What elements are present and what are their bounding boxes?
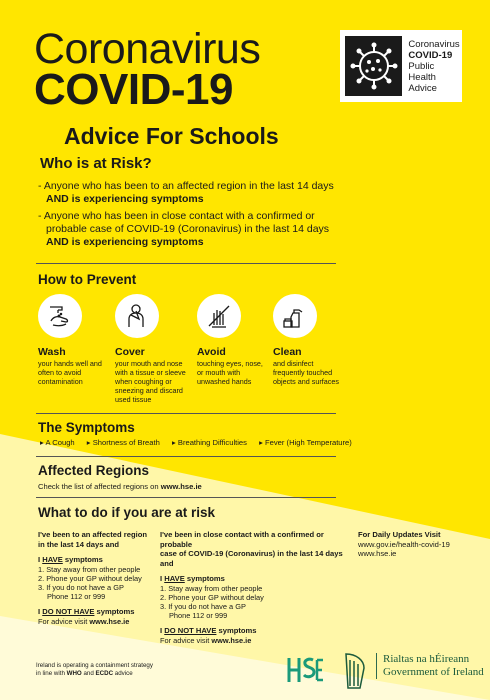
prevent-item-cover bbox=[115, 294, 187, 404]
risk-item-2-line2: probable case of COVID-19 (Coronavirus) in the last 14 days bbox=[46, 223, 330, 235]
daily-heading: For Daily Updates Visit bbox=[358, 530, 441, 539]
col-heading bbox=[160, 530, 355, 568]
step: 2. Phone your GP without delay bbox=[38, 573, 142, 583]
advice-line bbox=[38, 617, 156, 626]
symptoms-title: The Symptoms bbox=[38, 420, 135, 435]
have-suffix: symptoms bbox=[62, 555, 103, 564]
symptom-text: Shortness of Breath bbox=[92, 438, 160, 447]
logo-line4: Advice bbox=[408, 82, 437, 94]
prevent-title: How to Prevent bbox=[38, 272, 137, 287]
not-suffix: symptoms bbox=[94, 607, 135, 617]
note-who: WHO bbox=[66, 670, 82, 677]
prevent-item-wash bbox=[38, 294, 110, 386]
not-prefix: I bbox=[160, 626, 165, 636]
have-prefix: I bbox=[38, 555, 43, 564]
hse-link[interactable]: www.hse.ie bbox=[211, 635, 252, 645]
prevent-desc-line: with a tissue or sleeve bbox=[115, 368, 186, 377]
prevent-desc-line: or mouth with bbox=[197, 368, 241, 377]
prevent-item-avoid bbox=[197, 294, 269, 386]
have-symptoms bbox=[38, 555, 156, 565]
logo-text bbox=[408, 39, 462, 94]
note-prefix: in line with bbox=[36, 670, 67, 677]
prevent-desc-line: when coughing or bbox=[115, 377, 172, 386]
symptom-item: ▸ A Cough bbox=[40, 438, 75, 447]
not-prefix: I bbox=[38, 607, 43, 617]
prevent-label: Clean bbox=[273, 346, 302, 358]
footer-note-line2 bbox=[36, 670, 153, 678]
have-word: HAVE bbox=[42, 555, 63, 564]
advice-line bbox=[160, 636, 355, 645]
risk-item-1-line2: AND is experiencing symptoms bbox=[46, 193, 204, 205]
prevent-label: Wash bbox=[38, 346, 66, 358]
step: Phone 112 or 999 bbox=[169, 611, 228, 621]
prevent-desc bbox=[273, 359, 353, 386]
logo-line2: COVID-19 bbox=[408, 49, 453, 61]
affected-desc-text: Check the list of affected regions on bbox=[38, 482, 161, 491]
col-heading-line: I've been to an affected region bbox=[38, 530, 147, 539]
risk-item-2-line3: AND is experiencing symptoms bbox=[46, 236, 204, 248]
at-risk-col-travel bbox=[38, 530, 156, 626]
no-touch-icon bbox=[197, 294, 241, 338]
at-risk-title: What to do if you are at risk bbox=[38, 505, 216, 520]
risk-item-1 bbox=[38, 180, 338, 206]
prevent-desc bbox=[115, 359, 187, 404]
prevent-desc-line: and disinfect bbox=[273, 359, 314, 368]
symptom-text: Fever (High Temperature) bbox=[265, 438, 352, 447]
divider bbox=[36, 413, 336, 414]
have-word: HAVE bbox=[164, 574, 185, 583]
affected-title: Affected Regions bbox=[38, 463, 150, 478]
step: Phone 112 or 999 bbox=[47, 592, 106, 602]
prevent-desc-line: contamination bbox=[38, 377, 83, 386]
not-word: DO NOT HAVE bbox=[164, 626, 217, 636]
step: 3. If you do not have a GP bbox=[38, 582, 124, 592]
logo-line1: Coronavirus bbox=[408, 38, 460, 50]
col-heading bbox=[38, 530, 156, 549]
gov-english-name: Government of Ireland bbox=[383, 666, 484, 678]
prevent-desc-line: sneezing and discard bbox=[115, 386, 183, 395]
symptom-item: ▸ Breathing Difficulties bbox=[171, 438, 247, 447]
risk-item-2 bbox=[38, 210, 338, 249]
risk-title: Who is at Risk? bbox=[40, 155, 152, 172]
page-subtitle: Advice For Schools bbox=[64, 123, 279, 149]
step: 1. Stay away from other people bbox=[38, 564, 141, 574]
symptom-item: ▸ Shortness of Breath bbox=[86, 438, 160, 447]
prevent-label: Cover bbox=[115, 346, 145, 358]
not-word: DO NOT HAVE bbox=[42, 607, 95, 617]
not-have-symptoms bbox=[160, 626, 355, 636]
virus-icon bbox=[345, 36, 402, 96]
note-ecdc: ECDC bbox=[95, 670, 114, 677]
gov-irish-name: Rialtas na hÉireann bbox=[383, 653, 470, 665]
step: 3. If you do not have a GP bbox=[160, 601, 246, 611]
footer-note-line1: Ireland is operating a containment strategy bbox=[36, 662, 153, 669]
prevent-desc-line: unwashed hands bbox=[197, 377, 252, 386]
daily-updates bbox=[358, 530, 450, 559]
public-health-logo bbox=[340, 30, 462, 102]
prevent-desc-line: your hands well and bbox=[38, 359, 102, 368]
hse-link[interactable]: www.hse.ie bbox=[160, 482, 202, 491]
col-heading-line: I've been in close contact with a confirmed or probable bbox=[160, 530, 324, 549]
col-heading-line: in the last 14 days and bbox=[38, 539, 120, 549]
government-logo bbox=[376, 653, 484, 679]
title-line1: Coronavirus bbox=[34, 25, 261, 73]
not-suffix: symptoms bbox=[216, 626, 257, 636]
note-and: and bbox=[81, 670, 96, 677]
advice-prefix: For advice visit bbox=[160, 635, 212, 645]
symptoms-list bbox=[40, 438, 362, 447]
symptom-text: A Cough bbox=[45, 438, 75, 447]
logo-line3: Public Health bbox=[408, 60, 436, 83]
prevent-desc-line: objects and surfaces bbox=[273, 377, 339, 386]
prevent-desc bbox=[38, 359, 110, 386]
prevent-item-clean bbox=[273, 294, 353, 386]
have-prefix: I bbox=[160, 574, 165, 583]
footer-note bbox=[36, 662, 153, 678]
col-heading-line: case of COVID-19 (Coronavirus) in the last 14 days and bbox=[160, 549, 343, 568]
not-have-symptoms bbox=[38, 607, 156, 617]
symptom-item: ▸ Fever (High Temperature) bbox=[259, 438, 352, 447]
cough-icon bbox=[115, 294, 159, 338]
prevent-desc bbox=[197, 359, 269, 386]
symptom-text: Breathing Difficulties bbox=[177, 438, 247, 447]
step: 2. Phone your GP without delay bbox=[160, 592, 264, 602]
harp-icon bbox=[340, 650, 368, 692]
at-risk-col-contact bbox=[160, 530, 355, 645]
step: 1. Stay away from other people bbox=[160, 583, 263, 593]
prevent-desc-line: touching eyes, nose, bbox=[197, 359, 263, 368]
divider bbox=[36, 497, 336, 498]
risk-item-1-line1: - Anyone who has been to an affected region in the last 14 days bbox=[38, 180, 334, 192]
clean-spray-icon bbox=[273, 294, 317, 338]
risk-item-2-line1: - Anyone who has been in close contact with a confirmed or bbox=[38, 210, 315, 222]
have-symptoms bbox=[160, 574, 355, 584]
have-suffix: symptoms bbox=[184, 574, 225, 583]
prevent-desc-line: used tissue bbox=[115, 395, 152, 404]
prevent-label: Avoid bbox=[197, 346, 226, 358]
hse-link[interactable]: www.hse.ie bbox=[89, 616, 130, 626]
hse-logo bbox=[285, 654, 325, 688]
title-line2: COVID-19 bbox=[34, 65, 233, 114]
divider bbox=[36, 456, 336, 457]
prevent-desc-line: often to avoid bbox=[38, 368, 82, 377]
gov-link[interactable]: www.gov.ie/health-covid-19 bbox=[358, 539, 450, 549]
prevent-desc-line: frequently touched bbox=[273, 368, 333, 377]
prevent-desc-line: your mouth and nose bbox=[115, 359, 183, 368]
affected-desc bbox=[38, 482, 202, 491]
hse-link[interactable]: www.hse.ie bbox=[358, 549, 397, 558]
note-suffix: advice bbox=[113, 670, 133, 677]
handwash-icon bbox=[38, 294, 82, 338]
divider bbox=[36, 263, 336, 264]
advice-prefix: For advice visit bbox=[38, 616, 90, 626]
